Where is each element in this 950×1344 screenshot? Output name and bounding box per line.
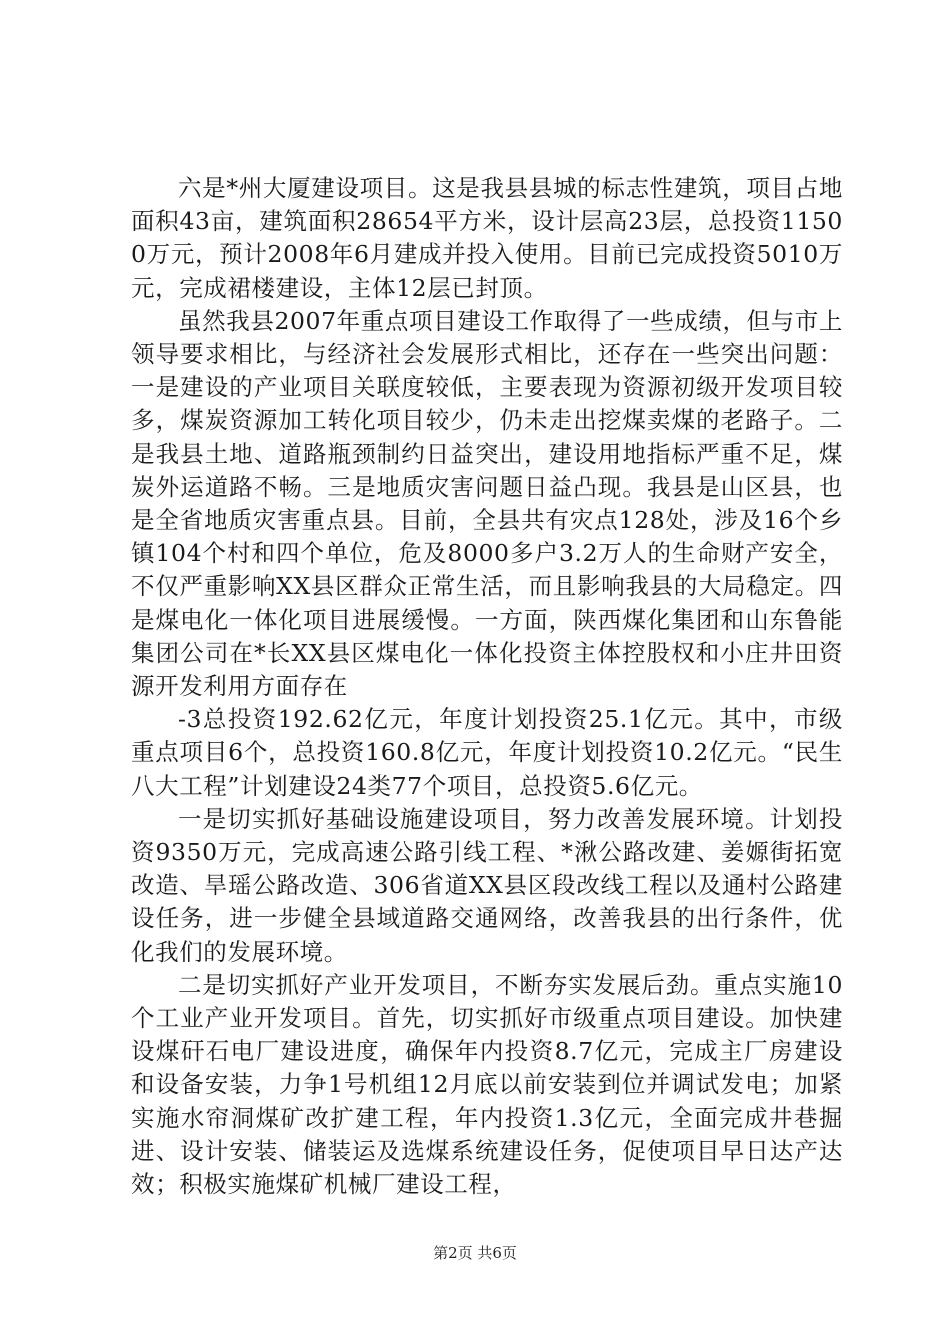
paragraph-5: 二是切实抓好产业开发项目，不断夯实发展后劲。重点实施10个工业产业开发项目。首先，切实抓好市级重点项目建设。加快建设煤矸石电厂建设进度，确保年内投资8.7亿元，完成主厂房建设和设备安装，力争1号机组12月底以前安装到位并调试发电；加紧实施水帘洞煤矿改扩建工程，年内投资1.3亿元，全面完成井巷掘进、设计安装、储装运及选煤系统建设任务，促使项目早日达产达效；积极实施煤矿机械厂建设工程， xyxy=(131,970,843,1199)
page-footer: 第2页 共6页 xyxy=(433,1244,517,1262)
paragraph-1: 六是*州大厦建设项目。这是我县县城的标志性建筑，项目占地面积43亩，建筑面积28654平方米，设计层高23层，总投资11500万元，预计2008年6月建成并投入使用。目前已完成投资5010万元，完成裙楼建设，主体12层已封顶。 xyxy=(131,174,843,302)
paragraph-3: -3总投资192.62亿元，年度计划投资25.1亿元。其中，市级重点项目6个，总投资160.8亿元，年度计划投资10.2亿元。“民生八大工程”计划建设24类77个项目，总投资5.6亿元。 xyxy=(131,705,843,800)
paragraph-2: 虽然我县2007年重点项目建设工作取得了一些成绩，但与市上领导要求相比，与经济社会发展形式相比，还存在一些突出问题：一是建设的产业项目关联度较低，主要表现为资源初级开发项目较多，煤炭资源加工转化项目较少，仍未走出挖煤卖煤的老路子。二是我县土地、道路瓶颈制约日益突出，建设用地指标严重不足，煤炭外运道路不畅。三是地质灾害问题日益凸现。我县是山区县，也是全省地质灾害重点县。目前，全县共有灾点128处，涉及16个乡镇104个村和四个单位，危及8000多户3.2万人的生命财产安全，不仅严重影响XX县区群众正常生活，而且影响我县的大局稳定。四是煤电化一体化项目进展缓慢。一方面，陕西煤化集团和山东鲁能集团公司在*长XX县区煤电化一体化投资主体控股权和小庄井田资源开发利用方面存在 xyxy=(131,306,843,701)
document-body xyxy=(131,172,843,1201)
paragraph-4: 一是切实抓好基础设施建设项目，努力改善发展环境。计划投资9350万元，完成高速公路引线工程、*湫公路改建、姜嫄街拓宽改造、旱瑶公路改造、306省道XX县区段改线工程以及通村公路建设任务，进一步健全县域道路交通网络，改善我县的出行条件，优化我们的发展环境。 xyxy=(131,804,843,966)
